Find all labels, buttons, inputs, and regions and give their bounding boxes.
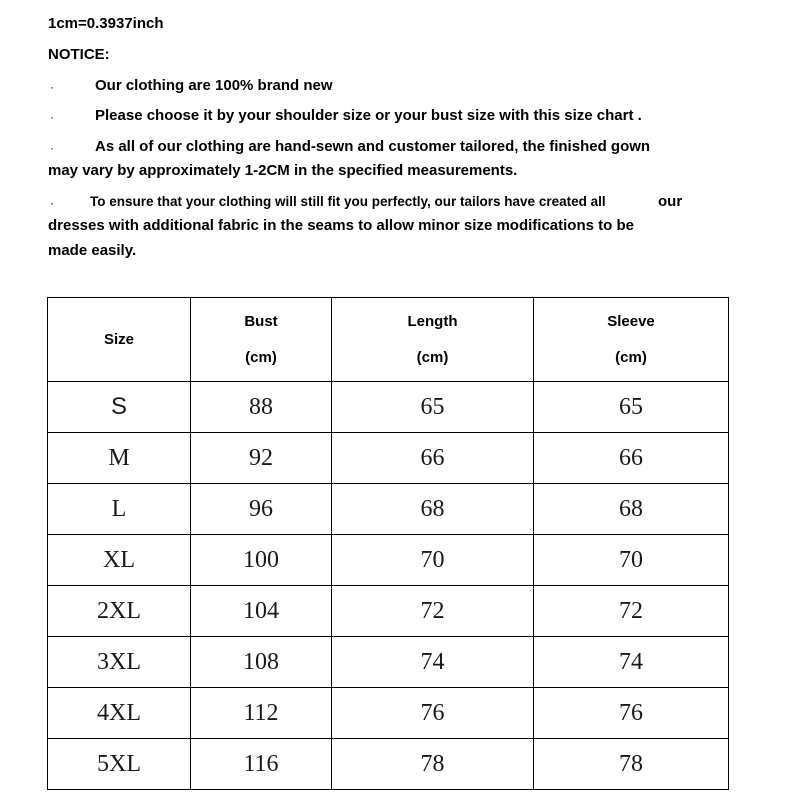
header-label: Bust (244, 313, 278, 330)
header-label: Sleeve (607, 313, 655, 330)
header-unit: (cm) (245, 349, 277, 366)
notice-item-continued: our (658, 193, 683, 210)
bust-cell: 108 (191, 637, 332, 688)
bust-cell: 100 (191, 535, 332, 586)
size-cell: 5XL (48, 739, 191, 790)
notice-item-continued: made easily. (48, 242, 137, 259)
length-cell: 68 (332, 484, 534, 535)
size-chart-table (47, 297, 729, 790)
table-row (48, 433, 729, 484)
length-cell: 78 (332, 739, 534, 790)
conversion-note: 1cm=0.3937inch (48, 15, 164, 32)
table-row (48, 535, 729, 586)
header-size (48, 298, 191, 382)
sleeve-cell: 66 (534, 433, 729, 484)
notice-item: To ensure that your clothing will still fit you perfectly, our tailors have created all (90, 194, 606, 209)
notice-item: As all of our clothing are hand-sewn and customer tailored, the finished gown (95, 138, 651, 155)
sleeve-cell: 65 (534, 382, 729, 433)
size-cell: 2XL (48, 586, 191, 637)
length-cell: 65 (332, 382, 534, 433)
bullet-dot: · (50, 196, 54, 210)
bullet-dot: · (50, 80, 54, 94)
header-label: Length (407, 313, 458, 330)
header-bust (191, 298, 332, 382)
sleeve-cell: 74 (534, 637, 729, 688)
table-row (48, 484, 729, 535)
bust-cell: 88 (191, 382, 332, 433)
size-cell: M (48, 433, 191, 484)
length-cell: 74 (332, 637, 534, 688)
header-length (332, 298, 534, 382)
bullet-dot: · (50, 110, 54, 124)
bust-cell: 104 (191, 586, 332, 637)
notice-item-continued: may vary by approximately 1-2CM in the specified measurements. (48, 162, 518, 179)
table-row (48, 739, 729, 790)
length-cell: 72 (332, 586, 534, 637)
notice-item: Please choose it by your shoulder size or your bust size with this size chart . (95, 107, 642, 124)
size-cell: 4XL (48, 688, 191, 739)
sleeve-cell: 72 (534, 586, 729, 637)
header-label: Size (103, 331, 134, 348)
size-cell: L (48, 484, 191, 535)
table-row (48, 382, 729, 433)
sleeve-cell: 68 (534, 484, 729, 535)
bust-cell: 96 (191, 484, 332, 535)
notice-item-continued: dresses with additional fabric in the seams to allow minor size modifications to be (48, 217, 634, 234)
bust-cell: 116 (191, 739, 332, 790)
bullet-dot: · (50, 141, 54, 155)
sleeve-cell: 78 (534, 739, 729, 790)
header-unit: (cm) (416, 349, 449, 366)
table-row (48, 637, 729, 688)
notice-heading: NOTICE: (48, 46, 110, 63)
header-unit: (cm) (615, 349, 647, 366)
size-cell: XL (48, 535, 191, 586)
table-row (48, 688, 729, 739)
notice-item: Our clothing are 100% brand new (95, 77, 333, 94)
sleeve-cell: 76 (534, 688, 729, 739)
length-cell: 76 (332, 688, 534, 739)
length-cell: 66 (332, 433, 534, 484)
sleeve-cell: 70 (534, 535, 729, 586)
table-header-row (48, 298, 729, 382)
bust-cell: 112 (191, 688, 332, 739)
length-cell: 70 (332, 535, 534, 586)
header-sleeve (534, 298, 729, 382)
table-row (48, 586, 729, 637)
size-cell: S (48, 382, 191, 433)
bust-cell: 92 (191, 433, 332, 484)
size-cell: 3XL (48, 637, 191, 688)
